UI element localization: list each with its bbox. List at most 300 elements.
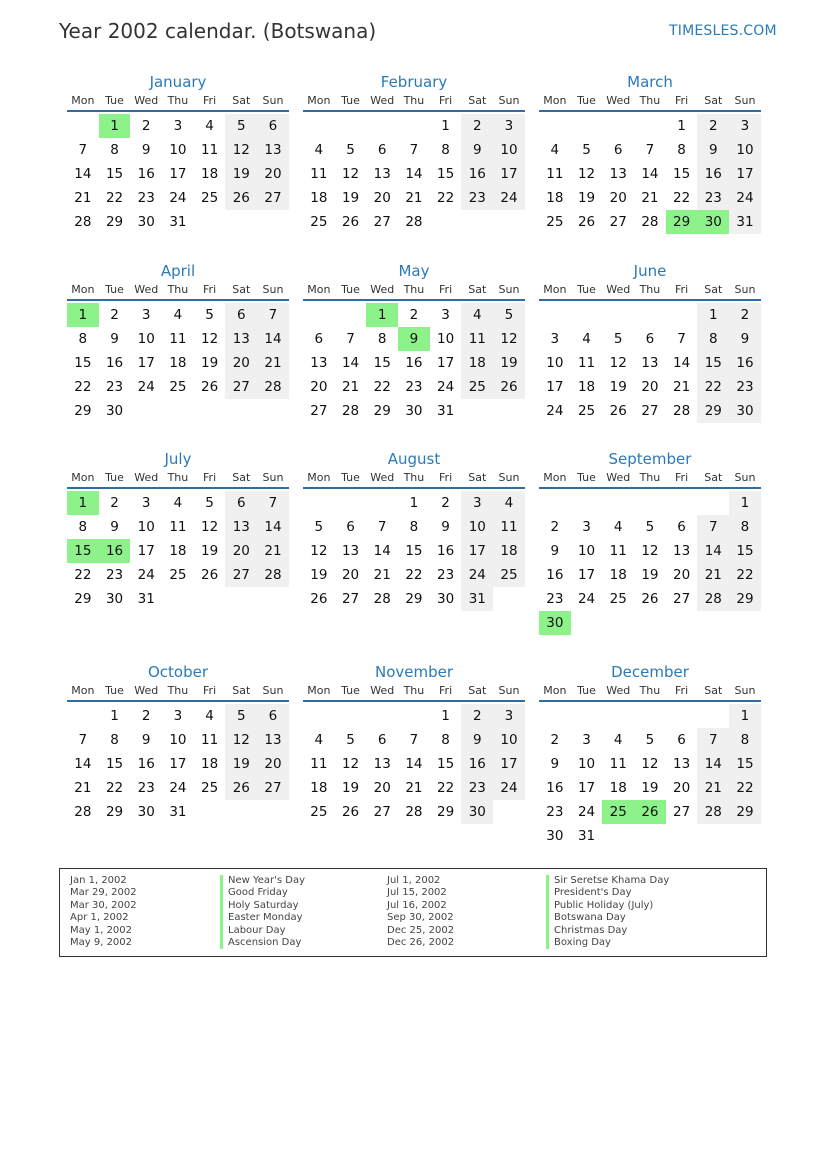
- month-september: [539, 450, 761, 635]
- weekday-label: Sat: [232, 94, 251, 107]
- day-cell: 21: [405, 780, 423, 796]
- empty-cell: [366, 491, 398, 515]
- day-cell: 30: [137, 214, 155, 230]
- weekday-label: Thu: [167, 283, 189, 296]
- day-cell: 4: [205, 708, 214, 724]
- day-cell: 26: [310, 591, 328, 607]
- day-grid: [539, 114, 761, 234]
- day-cell: 12: [577, 166, 596, 182]
- day-cell: 5: [645, 732, 655, 748]
- day-cell: 28: [673, 403, 691, 419]
- day-cell: 5: [314, 519, 324, 535]
- day-cell: 23: [697, 186, 729, 210]
- month-june: [539, 262, 761, 423]
- day-cell: 15: [74, 355, 92, 371]
- day-cell: 5: [493, 303, 525, 327]
- day-cell: 4: [205, 118, 214, 134]
- day-cell: 30: [105, 403, 124, 419]
- day-cell: 11: [609, 756, 627, 772]
- day-cell: 7: [78, 142, 88, 158]
- day-cell: 11: [493, 515, 525, 539]
- day-cell: 17: [546, 379, 564, 395]
- weekday-label: Sat: [704, 684, 723, 697]
- day-grid: [303, 704, 525, 824]
- day-cell: 4: [613, 732, 623, 748]
- day-cell: 12: [641, 756, 659, 772]
- day-cell: 24: [546, 403, 564, 419]
- day-cell: 30: [729, 399, 761, 423]
- day-cell: 21: [697, 776, 729, 800]
- day-cell: 12: [341, 166, 360, 182]
- day-cell: 3: [582, 732, 591, 748]
- weekday-label: Wed: [606, 283, 631, 296]
- day-cell: 13: [373, 756, 391, 772]
- day-cell: 16: [437, 543, 455, 559]
- day-cell: 6: [225, 491, 257, 515]
- day-cell: 26: [225, 776, 257, 800]
- day-cell: 4: [493, 491, 525, 515]
- day-cell: 15: [729, 539, 761, 563]
- day-grid: [67, 114, 289, 234]
- weekday-label: Sun: [734, 283, 756, 296]
- day-cell: 25: [169, 379, 187, 395]
- day-cell: 12: [310, 543, 328, 559]
- weekday-label: Sun: [734, 471, 756, 484]
- day-cell: 19: [225, 162, 257, 186]
- day-cell: 23: [461, 776, 493, 800]
- day-cell: 21: [74, 190, 92, 206]
- weekday-header: [67, 471, 289, 489]
- day-cell: 16: [697, 162, 729, 186]
- day-cell: 27: [257, 776, 289, 800]
- day-cell: 16: [105, 355, 124, 371]
- holiday-day-cell: 26: [634, 800, 666, 824]
- month-name: June: [633, 262, 667, 280]
- empty-cell: [602, 303, 634, 327]
- weekday-header: [539, 283, 761, 301]
- day-cell: 17: [169, 756, 187, 772]
- day-cell: 29: [405, 591, 423, 607]
- day-cell: 5: [225, 114, 257, 138]
- day-cell: 6: [677, 519, 686, 535]
- day-cell: 14: [74, 166, 92, 182]
- day-cell: 29: [697, 399, 729, 423]
- legend-date: Jan 1, 2002: [70, 875, 127, 886]
- day-cell: 15: [373, 355, 391, 371]
- day-cell: 15: [405, 543, 423, 559]
- day-cell: 27: [641, 403, 659, 419]
- day-cell: 21: [257, 351, 289, 375]
- day-cell: 8: [441, 142, 450, 158]
- day-cell: 25: [201, 780, 219, 796]
- holiday-day-cell: 30: [697, 210, 729, 234]
- day-cell: 27: [373, 214, 391, 230]
- legend-date: Jul 15, 2002: [387, 887, 447, 899]
- day-cell: 31: [137, 591, 155, 607]
- day-cell: 21: [257, 539, 289, 563]
- day-cell: 11: [310, 166, 328, 182]
- day-cell: 14: [405, 756, 423, 772]
- day-cell: 15: [105, 756, 124, 772]
- legend-holiday-name: Boxing Day: [546, 937, 669, 949]
- day-cell: 9: [110, 331, 119, 347]
- day-cell: 10: [169, 732, 187, 748]
- day-cell: 14: [257, 515, 289, 539]
- month-name: January: [149, 73, 207, 91]
- legend-date: Jul 16, 2002: [387, 899, 447, 911]
- month-name: December: [611, 663, 689, 681]
- day-cell: 21: [373, 567, 391, 583]
- empty-cell: [666, 303, 698, 327]
- day-cell: 9: [141, 142, 151, 158]
- weekday-header: [539, 471, 761, 489]
- month-january: [67, 73, 289, 234]
- day-cell: 20: [225, 539, 257, 563]
- weekday-label: Fri: [675, 283, 689, 296]
- day-cell: 25: [493, 563, 525, 587]
- day-cell: 11: [609, 543, 627, 559]
- weekday-label: Fri: [675, 94, 689, 107]
- holiday-day-cell: 16: [99, 539, 131, 563]
- day-cell: 9: [697, 138, 729, 162]
- day-cell: 24: [577, 804, 596, 820]
- weekday-label: Sun: [498, 94, 520, 107]
- day-grid: [67, 704, 289, 824]
- day-cell: 2: [550, 519, 560, 535]
- empty-cell: [366, 114, 398, 138]
- day-cell: 22: [437, 780, 455, 796]
- day-cell: 21: [341, 379, 360, 395]
- day-cell: 10: [493, 728, 525, 752]
- day-cell: 7: [257, 491, 289, 515]
- day-cell: 6: [257, 114, 289, 138]
- day-cell: 14: [373, 543, 391, 559]
- day-cell: 10: [729, 138, 761, 162]
- day-cell: 10: [169, 142, 187, 158]
- day-cell: 25: [201, 190, 219, 206]
- weekday-label: Tue: [105, 283, 124, 296]
- empty-cell: [634, 704, 666, 728]
- day-cell: 19: [641, 780, 659, 796]
- day-cell: 3: [141, 307, 151, 323]
- day-cell: 18: [310, 190, 328, 206]
- day-cell: 18: [609, 567, 627, 583]
- day-cell: 10: [461, 515, 493, 539]
- day-cell: 12: [225, 138, 257, 162]
- day-cell: 9: [110, 519, 119, 535]
- day-cell: 27: [673, 591, 691, 607]
- empty-cell: [366, 704, 398, 728]
- month-name: April: [160, 262, 196, 280]
- day-cell: 19: [201, 355, 219, 371]
- weekday-label: Thu: [167, 684, 189, 697]
- day-cell: 1: [441, 118, 450, 134]
- weekday-label: Sun: [734, 684, 756, 697]
- weekday-header: [539, 94, 761, 112]
- day-cell: 18: [310, 780, 328, 796]
- weekday-label: Tue: [341, 94, 360, 107]
- weekday-label: Fri: [203, 684, 217, 697]
- legend-date: May 1, 2002: [70, 924, 133, 936]
- weekday-label: Fri: [203, 283, 217, 296]
- month-name: October: [147, 663, 209, 681]
- weekday-label: Sat: [232, 283, 251, 296]
- day-cell: 16: [137, 166, 155, 182]
- day-cell: 4: [582, 331, 591, 347]
- day-cell: 5: [613, 331, 623, 347]
- day-grid: [303, 303, 525, 423]
- weekday-label: Mon: [71, 471, 95, 484]
- month-november: [303, 663, 525, 824]
- day-cell: 3: [461, 491, 493, 515]
- weekday-label: Wed: [606, 94, 631, 107]
- day-cell: 25: [169, 567, 187, 583]
- day-cell: 25: [310, 804, 328, 820]
- day-cell: 4: [550, 142, 560, 158]
- weekday-label: Wed: [606, 471, 631, 484]
- month-july: [67, 450, 289, 611]
- weekday-label: Tue: [341, 684, 360, 697]
- legend-holiday-name: Easter Monday: [220, 912, 305, 924]
- day-cell: 8: [110, 142, 119, 158]
- day-cell: 1: [729, 704, 761, 728]
- day-cell: 28: [697, 587, 729, 611]
- weekday-label: Tue: [105, 94, 124, 107]
- weekday-label: Sat: [704, 471, 723, 484]
- weekday-label: Fri: [203, 471, 217, 484]
- day-cell: 7: [257, 303, 289, 327]
- day-cell: 30: [437, 591, 455, 607]
- day-cell: 15: [437, 166, 455, 182]
- day-cell: 28: [341, 403, 360, 419]
- day-cell: 3: [173, 708, 183, 724]
- day-cell: 24: [461, 563, 493, 587]
- holiday-day-cell: 30: [539, 611, 571, 635]
- day-grid: [303, 114, 525, 234]
- weekday-label: Tue: [577, 283, 596, 296]
- day-cell: 14: [697, 539, 729, 563]
- holiday-legend: [59, 868, 767, 957]
- weekday-label: Tue: [577, 471, 596, 484]
- day-cell: 7: [697, 515, 729, 539]
- day-cell: 17: [461, 539, 493, 563]
- weekday-label: Mon: [71, 283, 95, 296]
- weekday-label: Sun: [262, 283, 284, 296]
- day-cell: 14: [641, 166, 659, 182]
- holiday-day-cell: 1: [67, 303, 99, 327]
- day-cell: 3: [173, 118, 183, 134]
- weekday-label: Sun: [262, 471, 284, 484]
- day-cell: 24: [137, 567, 155, 583]
- month-may: [303, 262, 525, 423]
- day-cell: 1: [441, 708, 450, 724]
- day-cell: 2: [550, 732, 560, 748]
- weekday-header: [303, 684, 525, 702]
- empty-cell: [571, 303, 603, 327]
- weekday-label: Wed: [134, 684, 159, 697]
- weekday-label: Sun: [498, 684, 520, 697]
- empty-cell: [398, 704, 430, 728]
- day-cell: 7: [677, 331, 686, 347]
- day-cell: 26: [341, 804, 360, 820]
- month-name: September: [608, 450, 692, 468]
- legend-holiday-name: President's Day: [546, 887, 669, 899]
- day-cell: 23: [137, 190, 155, 206]
- day-cell: 6: [346, 519, 355, 535]
- day-cell: 24: [577, 591, 596, 607]
- day-cell: 23: [437, 567, 455, 583]
- day-cell: 28: [405, 214, 423, 230]
- day-cell: 29: [105, 804, 124, 820]
- day-cell: 11: [169, 519, 187, 535]
- day-cell: 26: [577, 214, 596, 230]
- day-grid: [539, 704, 761, 848]
- day-cell: 12: [201, 331, 219, 347]
- day-cell: 19: [341, 780, 360, 796]
- day-cell: 4: [314, 732, 324, 748]
- day-cell: 13: [341, 543, 360, 559]
- weekday-label: Thu: [167, 94, 189, 107]
- month-march: [539, 73, 761, 234]
- day-cell: 2: [697, 114, 729, 138]
- day-cell: 22: [74, 379, 92, 395]
- day-cell: 12: [493, 327, 525, 351]
- day-cell: 12: [225, 728, 257, 752]
- month-name: November: [374, 663, 454, 681]
- day-cell: 28: [257, 375, 289, 399]
- day-cell: 25: [461, 375, 493, 399]
- day-cell: 23: [137, 780, 155, 796]
- day-cell: 8: [729, 728, 761, 752]
- day-cell: 17: [577, 780, 596, 796]
- day-cell: 18: [577, 379, 596, 395]
- day-cell: 27: [673, 804, 691, 820]
- day-cell: 27: [310, 403, 328, 419]
- legend-date: Apr 1, 2002: [70, 912, 129, 924]
- day-cell: 7: [78, 732, 88, 748]
- day-cell: 9: [729, 327, 761, 351]
- empty-cell: [571, 114, 603, 138]
- weekday-label: Mon: [71, 684, 95, 697]
- weekday-label: Sat: [704, 283, 723, 296]
- legend-names-right: [546, 875, 669, 949]
- day-cell: 3: [550, 331, 560, 347]
- day-cell: 9: [550, 543, 560, 559]
- day-cell: 29: [437, 804, 455, 820]
- empty-cell: [602, 704, 634, 728]
- day-grid: [539, 303, 761, 423]
- weekday-label: Fri: [675, 684, 689, 697]
- day-cell: 22: [729, 776, 761, 800]
- day-cell: 15: [697, 351, 729, 375]
- weekday-label: Thu: [639, 471, 661, 484]
- day-cell: 6: [377, 142, 387, 158]
- weekday-label: Mon: [71, 94, 95, 107]
- day-grid: [539, 491, 761, 635]
- empty-cell: [697, 491, 729, 515]
- legend-holiday-name: New Year's Day: [220, 875, 305, 887]
- weekday-label: Fri: [675, 471, 689, 484]
- brand-link[interactable]: TIMESLES.COM: [669, 23, 777, 39]
- day-cell: 10: [546, 355, 564, 371]
- day-cell: 2: [461, 114, 493, 138]
- day-cell: 31: [437, 403, 455, 419]
- weekday-label: Fri: [439, 684, 453, 697]
- day-cell: 16: [546, 780, 564, 796]
- holiday-day-cell: 29: [666, 210, 698, 234]
- legend-holiday-name: Botswana Day: [546, 912, 669, 924]
- weekday-label: Sat: [468, 684, 487, 697]
- day-cell: 8: [677, 142, 686, 158]
- day-cell: 24: [493, 776, 525, 800]
- weekday-label: Sun: [734, 94, 756, 107]
- day-cell: 7: [697, 728, 729, 752]
- day-cell: 22: [697, 375, 729, 399]
- weekday-header: [303, 283, 525, 301]
- day-cell: 4: [173, 307, 183, 323]
- day-cell: 21: [673, 379, 691, 395]
- day-grid: [67, 491, 289, 611]
- month-august: [303, 450, 525, 611]
- day-cell: 2: [409, 307, 419, 323]
- weekday-label: Tue: [105, 471, 124, 484]
- day-cell: 14: [341, 355, 360, 371]
- day-cell: 8: [78, 331, 88, 347]
- day-cell: 31: [577, 828, 596, 844]
- day-cell: 10: [577, 756, 596, 772]
- empty-cell: [539, 704, 571, 728]
- weekday-label: Wed: [370, 471, 395, 484]
- weekday-label: Wed: [606, 684, 631, 697]
- day-cell: 14: [405, 166, 423, 182]
- day-cell: 13: [673, 543, 691, 559]
- weekday-header: [67, 283, 289, 301]
- weekday-header: [303, 94, 525, 112]
- legend-dates-right: [387, 875, 454, 949]
- day-cell: 19: [225, 752, 257, 776]
- day-cell: 28: [641, 214, 659, 230]
- day-cell: 7: [346, 331, 355, 347]
- day-cell: 20: [373, 780, 391, 796]
- day-cell: 6: [645, 331, 655, 347]
- day-cell: 13: [641, 355, 659, 371]
- legend-holiday-name: Christmas Day: [546, 925, 669, 937]
- day-cell: 1: [409, 495, 419, 511]
- weekday-label: Sun: [262, 684, 284, 697]
- day-cell: 29: [105, 214, 124, 230]
- weekday-label: Thu: [167, 471, 189, 484]
- day-cell: 14: [697, 752, 729, 776]
- day-cell: 22: [405, 567, 423, 583]
- day-cell: 13: [373, 166, 391, 182]
- day-cell: 24: [169, 190, 187, 206]
- weekday-label: Fri: [439, 94, 453, 107]
- weekday-label: Mon: [307, 684, 331, 697]
- day-cell: 7: [377, 519, 387, 535]
- day-cell: 6: [314, 331, 324, 347]
- weekday-label: Wed: [370, 684, 395, 697]
- weekday-header: [67, 684, 289, 702]
- day-cell: 6: [677, 732, 686, 748]
- holiday-day-cell: 1: [366, 303, 398, 327]
- day-cell: 8: [110, 732, 119, 748]
- weekday-label: Mon: [307, 94, 331, 107]
- day-cell: 8: [729, 515, 761, 539]
- empty-cell: [67, 704, 99, 728]
- empty-cell: [571, 704, 603, 728]
- month-name: February: [380, 73, 448, 91]
- day-cell: 18: [169, 355, 187, 371]
